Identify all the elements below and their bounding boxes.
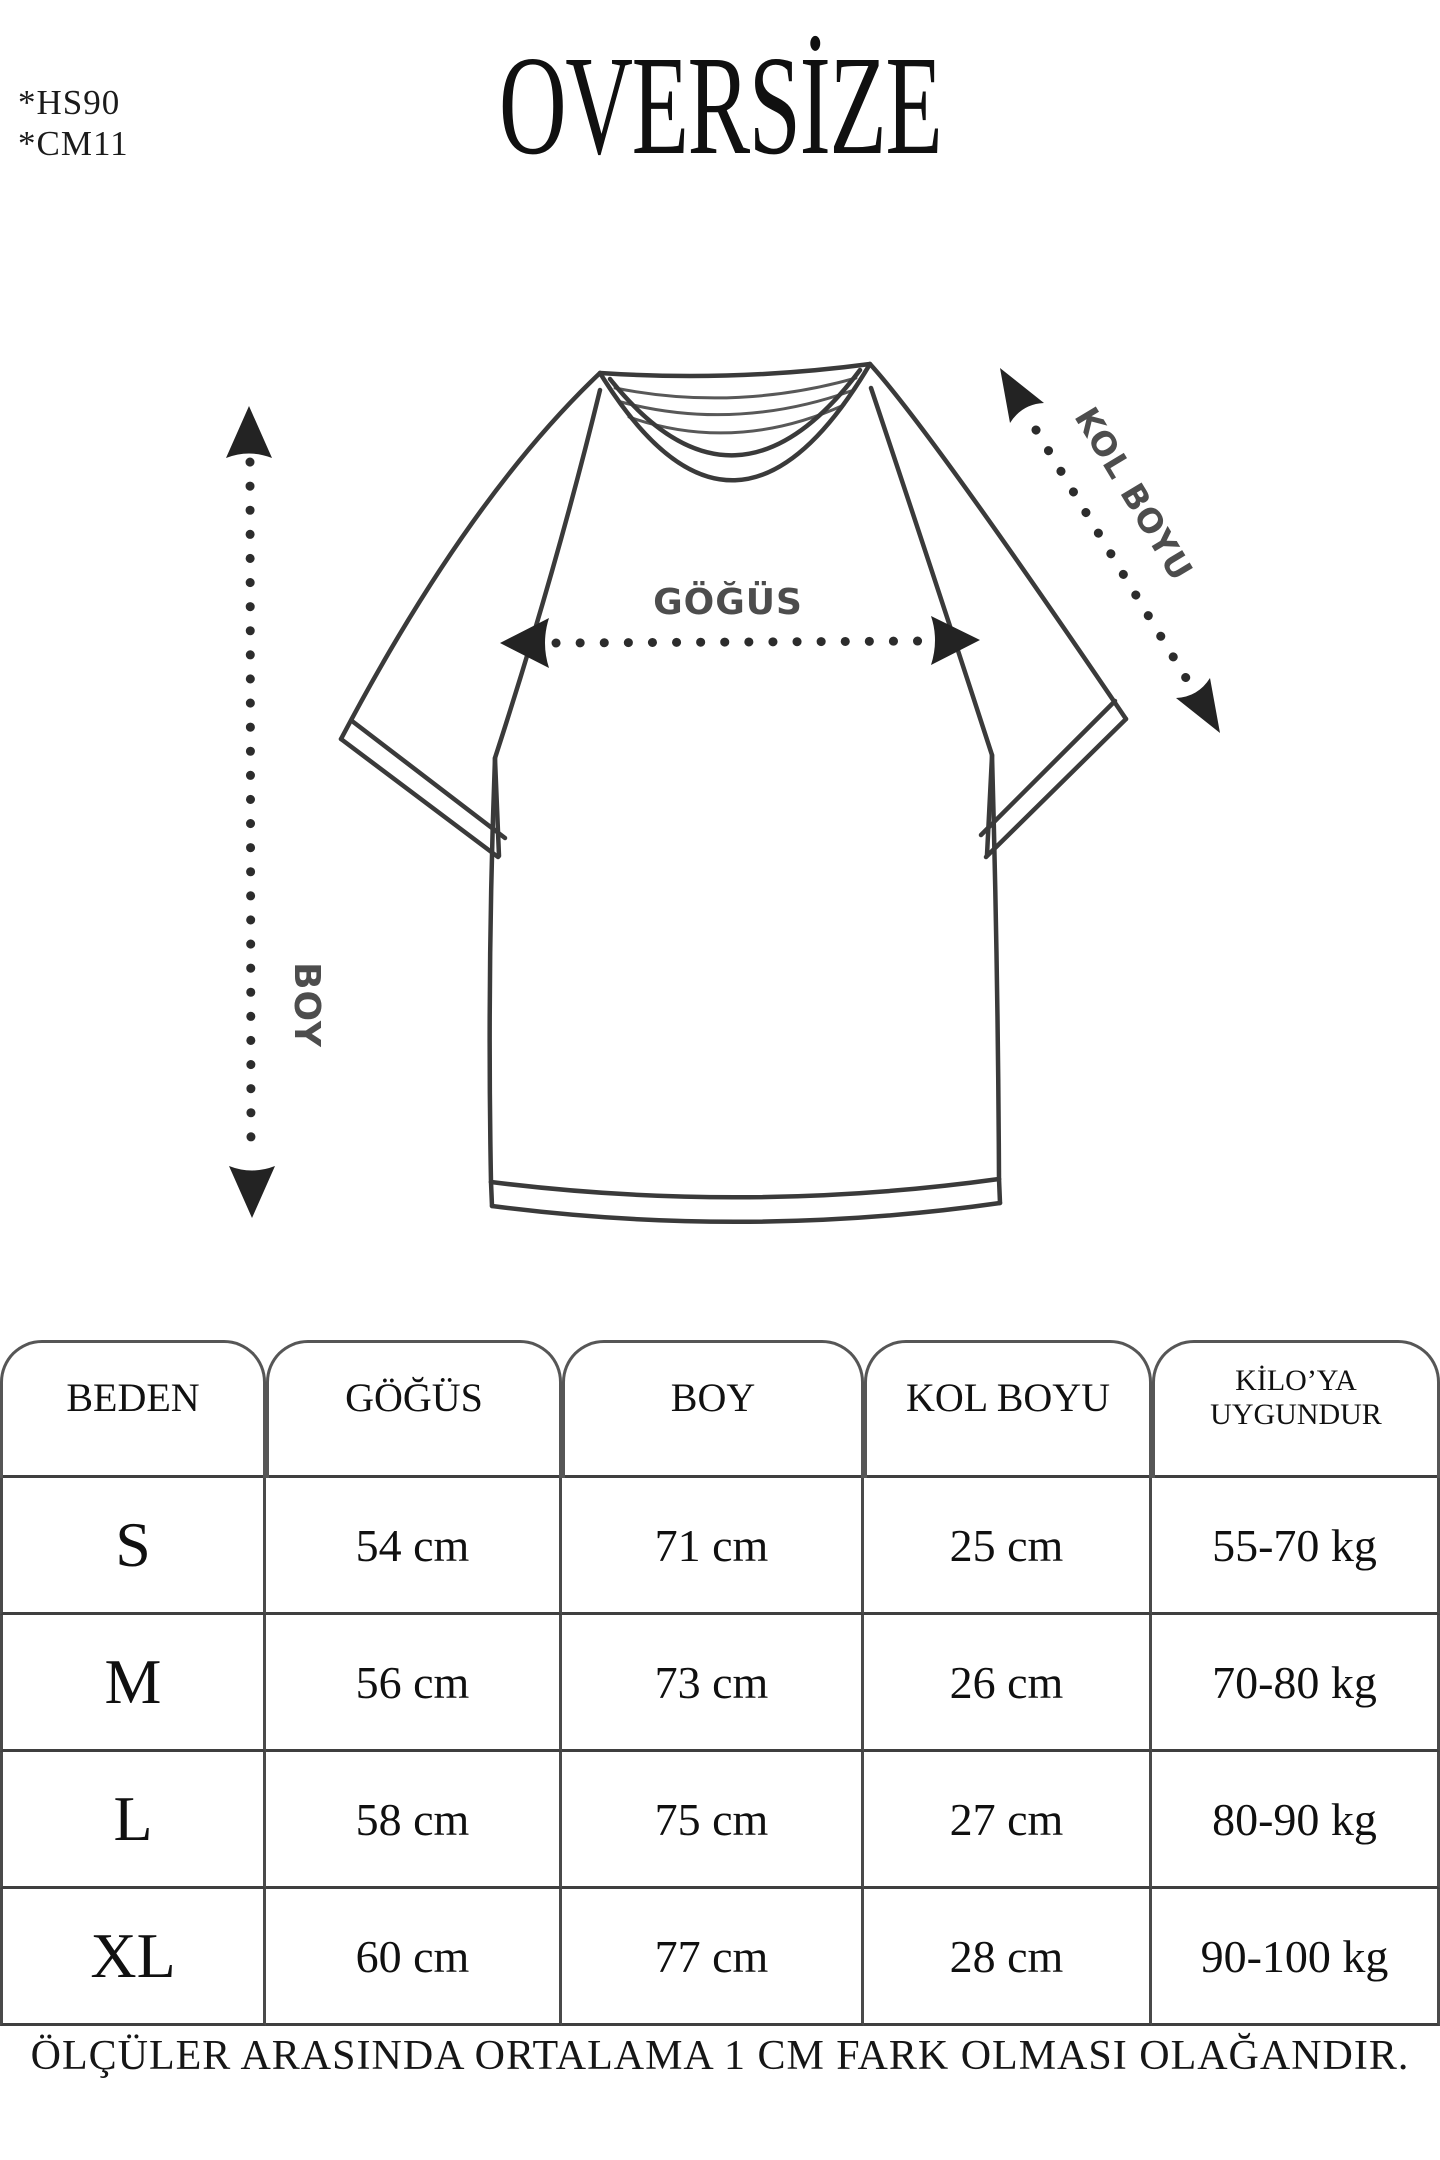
length-arrowhead-bottom xyxy=(229,1166,275,1218)
size-table-header-row xyxy=(0,1340,1440,1478)
right-cuff-outer xyxy=(986,719,1126,857)
sleeve-arrowhead-bottom xyxy=(1176,678,1220,733)
length-dotted-line xyxy=(250,462,251,1158)
cell-length-s: 71 cm xyxy=(562,1478,864,1615)
cell-chest-s: 54 cm xyxy=(266,1478,562,1615)
header-gogus: GÖĞÜS xyxy=(266,1340,562,1478)
length-measure-arrow xyxy=(226,406,327,1218)
cell-weight-m: 70-80 kg xyxy=(1152,1615,1440,1752)
left-cuff-inner xyxy=(352,721,505,838)
cell-length-xl: 77 cm xyxy=(562,1889,864,2026)
collar-top-edge xyxy=(600,364,870,376)
chest-dotted-line xyxy=(556,641,928,643)
cell-size-m: M xyxy=(0,1615,266,1752)
page-title-text: OVERSİZE xyxy=(498,26,942,184)
cell-chest-m: 56 cm xyxy=(266,1615,562,1752)
left-sleeve-outer xyxy=(341,373,600,739)
cell-weight-l: 80-90 kg xyxy=(1152,1752,1440,1889)
header-beden: BEDEN xyxy=(0,1340,266,1478)
left-armhole-seam xyxy=(495,390,600,758)
size-table-body xyxy=(0,1478,1440,2026)
hem-end-caps xyxy=(491,1179,1000,1206)
cell-sleeve-l: 27 cm xyxy=(864,1752,1152,1889)
cell-sleeve-s: 25 cm xyxy=(864,1478,1152,1615)
product-code-1: *HS90 xyxy=(18,83,121,122)
cell-length-m: 73 cm xyxy=(562,1615,864,1752)
cell-weight-s: 55-70 kg xyxy=(1152,1478,1440,1615)
footer-note: ÖLÇÜLER ARASINDA ORTALAMA 1 CM FARK OLMASI OLAĞANDIR. xyxy=(30,2033,1410,2079)
sleeve-arrowhead-top xyxy=(1000,368,1044,423)
collar-band-inner xyxy=(610,370,860,455)
cell-chest-l: 58 cm xyxy=(266,1752,562,1889)
cell-size-s: S xyxy=(0,1478,266,1615)
length-arrowhead-top xyxy=(226,406,272,458)
sleeve-measure-arrow xyxy=(1000,368,1220,733)
hem-bottom-line xyxy=(492,1203,1000,1222)
left-cuff-outer xyxy=(341,739,498,857)
length-label: BOY xyxy=(286,962,327,1048)
chest-measure-arrow xyxy=(500,581,980,668)
header-boy: BOY xyxy=(562,1340,864,1478)
chest-arrowhead-right xyxy=(931,616,980,665)
header-kiloya-uygundur: KİLO’YA UYGUNDUR xyxy=(1152,1340,1440,1478)
chest-label: GÖĞÜS xyxy=(653,582,803,623)
product-code-2: *CM11 xyxy=(18,124,129,163)
cell-chest-xl: 60 cm xyxy=(266,1889,562,2026)
size-table xyxy=(0,1340,1440,2026)
right-cuff-inner xyxy=(981,701,1115,835)
cell-length-l: 75 cm xyxy=(562,1752,864,1889)
cell-size-l: L xyxy=(0,1752,266,1889)
cell-sleeve-m: 26 cm xyxy=(864,1615,1152,1752)
hem-top-line xyxy=(491,1179,999,1197)
tshirt-outline xyxy=(341,364,1126,1222)
body-left-edge xyxy=(490,758,495,1182)
collar-rib-line-1 xyxy=(615,378,856,398)
cell-weight-xl: 90-100 kg xyxy=(1152,1889,1440,2026)
collar xyxy=(600,364,870,480)
sleeve-label: KOL BOYU xyxy=(1066,400,1201,588)
cell-sleeve-xl: 28 cm xyxy=(864,1889,1152,2026)
cell-size-xl: XL xyxy=(0,1889,266,2026)
header-kol-boyu: KOL BOYU xyxy=(864,1340,1152,1478)
